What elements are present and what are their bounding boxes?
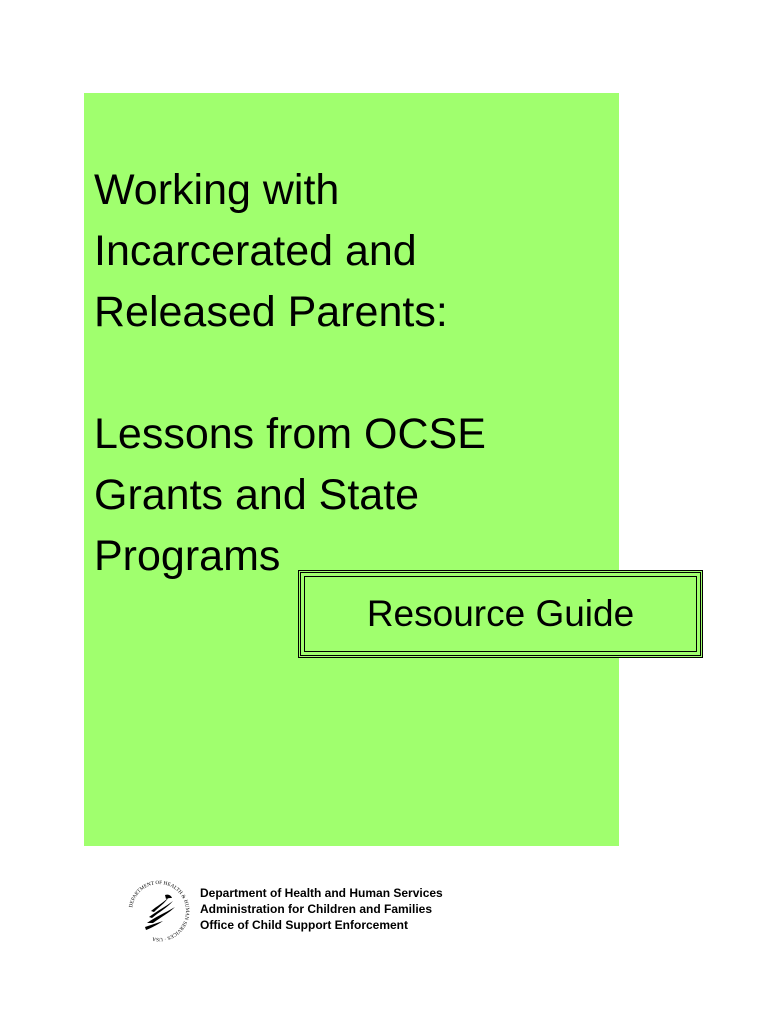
agency-line-ocse: Office of Child Support Enforcement bbox=[200, 918, 409, 932]
subtitle-line-3: Programs bbox=[94, 532, 281, 580]
agency-line-hhs: Department of Health and Human Services bbox=[200, 886, 443, 900]
agency-footer bbox=[125, 877, 525, 947]
hhs-seal-icon bbox=[125, 877, 193, 945]
resource-guide-box bbox=[298, 570, 703, 658]
resource-guide-inner-border bbox=[304, 576, 697, 652]
agency-name-block bbox=[200, 885, 443, 933]
cover-title-block bbox=[94, 160, 614, 587]
agency-line-acf: Administration for Children and Families bbox=[200, 902, 433, 916]
title-line-2: Incarcerated and bbox=[94, 227, 417, 275]
title-spacer bbox=[94, 343, 614, 404]
eagle-emblem bbox=[145, 895, 175, 930]
seal-ring-text: DEPARTMENT OF HEALTH & HUMAN SERVICES · USA bbox=[128, 879, 191, 943]
resource-guide-label: Resource Guide bbox=[366, 593, 635, 634]
subtitle-line-2: Grants and State bbox=[94, 471, 420, 519]
title-line-1: Working with bbox=[94, 166, 340, 214]
title-line-3: Released Parents: bbox=[94, 288, 448, 336]
subtitle-line-1: Lessons from OCSE bbox=[94, 410, 486, 458]
